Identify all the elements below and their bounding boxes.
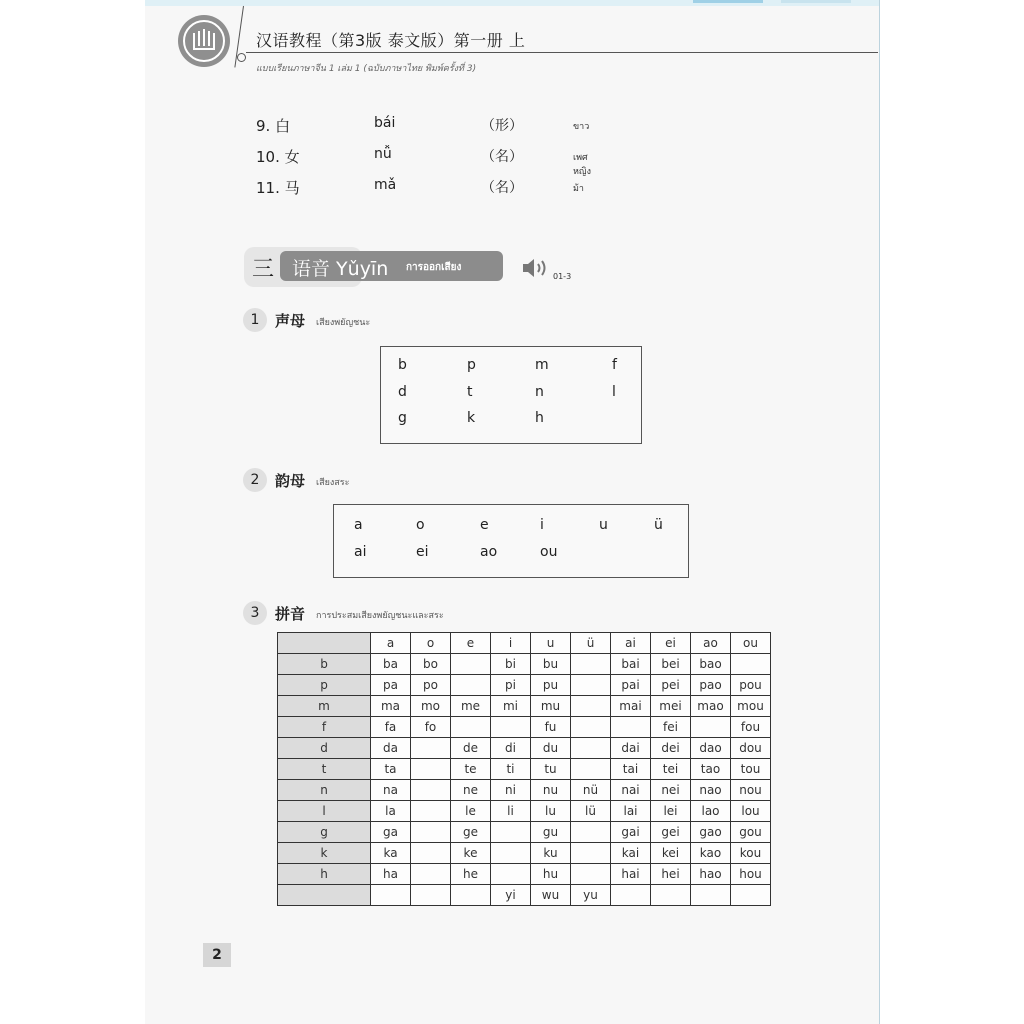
syllable-cell: nao	[691, 780, 731, 801]
table-row	[278, 885, 771, 906]
syllable-cell: bi	[491, 654, 531, 675]
syllable-cell	[451, 675, 491, 696]
page-number: 2	[203, 943, 231, 967]
syllable-cell: pou	[731, 675, 771, 696]
top-tab	[693, 0, 763, 3]
subsection-title-zh: 声母	[275, 312, 306, 330]
syllable-cell: lü	[571, 801, 611, 822]
section-title-pill	[280, 251, 503, 281]
syllable-cell: la	[371, 801, 411, 822]
syllable-cell	[571, 738, 611, 759]
syllable-cell	[451, 654, 491, 675]
syllable-cell	[691, 717, 731, 738]
initial: p	[467, 357, 476, 373]
top-tab	[781, 0, 851, 3]
final: ai	[354, 544, 367, 560]
syllable-cell: mei	[651, 696, 691, 717]
table-header-cell: ou	[731, 633, 771, 654]
syllable-cell: fou	[731, 717, 771, 738]
table-header-cell: i	[491, 633, 531, 654]
syllable-cell: gou	[731, 822, 771, 843]
speaker-icon[interactable]	[521, 256, 551, 284]
syllable-cell: bai	[611, 654, 651, 675]
row-initial-cell: f	[278, 717, 371, 738]
table-header-cell: ei	[651, 633, 691, 654]
final: e	[480, 517, 489, 533]
syllable-cell: lai	[611, 801, 651, 822]
final: u	[599, 517, 608, 533]
syllable-cell	[411, 843, 451, 864]
syllable-cell: nü	[571, 780, 611, 801]
syllable-cell: mai	[611, 696, 651, 717]
table-row	[278, 822, 771, 843]
subsection-number: 2	[243, 468, 267, 492]
syllable-cell	[691, 885, 731, 906]
initial: h	[535, 410, 544, 426]
book-logo-icon	[178, 15, 230, 67]
syllable-cell: ma	[371, 696, 411, 717]
syllable-cell: ge	[451, 822, 491, 843]
syllable-cell: kao	[691, 843, 731, 864]
syllable-cell: li	[491, 801, 531, 822]
syllable-cell: ke	[451, 843, 491, 864]
table-row	[278, 780, 771, 801]
top-edge-strip	[145, 0, 879, 6]
row-initial-cell: g	[278, 822, 371, 843]
syllable-cell: mu	[531, 696, 571, 717]
book-title: 汉语教程（第3版 泰文版）第一册 上	[256, 31, 526, 50]
section-title-th: การออกเสียง	[406, 262, 462, 273]
syllable-cell	[571, 696, 611, 717]
syllable-cell: mao	[691, 696, 731, 717]
syllable-cell: kai	[611, 843, 651, 864]
syllable-cell: di	[491, 738, 531, 759]
table-header-cell: ai	[611, 633, 651, 654]
syllable-cell: bei	[651, 654, 691, 675]
syllable-cell: tou	[731, 759, 771, 780]
book-subtitle: แบบเรียนภาษาจีน 1 เล่ม 1 (ฉบับภาษาไทย พิมพ์ครั้งที่ 3)	[256, 64, 477, 74]
syllable-cell: te	[451, 759, 491, 780]
final: ou	[540, 544, 558, 560]
syllable-cell: wu	[531, 885, 571, 906]
table-header-cell: a	[371, 633, 411, 654]
syllable-cell: ha	[371, 864, 411, 885]
syllable-cell: fa	[371, 717, 411, 738]
initials-box	[380, 346, 642, 444]
row-initial-cell: k	[278, 843, 371, 864]
syllable-cell: ku	[531, 843, 571, 864]
syllable-cell: de	[451, 738, 491, 759]
syllable-cell: ni	[491, 780, 531, 801]
syllable-cell: pai	[611, 675, 651, 696]
syllable-cell: lu	[531, 801, 571, 822]
syllable-cell	[571, 717, 611, 738]
syllable-cell: kei	[651, 843, 691, 864]
vocab-pinyin: mǎ	[374, 177, 397, 193]
vocab-pinyin: bái	[374, 115, 396, 131]
syllable-cell: po	[411, 675, 451, 696]
table-row	[278, 654, 771, 675]
syllable-cell: ba	[371, 654, 411, 675]
final: a	[354, 517, 363, 533]
table-header-cell: e	[451, 633, 491, 654]
syllable-cell: pi	[491, 675, 531, 696]
syllable-cell	[571, 864, 611, 885]
vocab-pos: （名）	[481, 149, 523, 165]
syllable-cell: me	[451, 696, 491, 717]
syllable-cell: fu	[531, 717, 571, 738]
syllable-cell: na	[371, 780, 411, 801]
syllable-cell	[411, 738, 451, 759]
row-initial-cell: h	[278, 864, 371, 885]
vocab-word: 10. 女	[256, 148, 300, 166]
syllable-cell	[411, 885, 451, 906]
syllable-cell: gao	[691, 822, 731, 843]
pinyin-table	[277, 632, 771, 906]
syllable-cell	[571, 675, 611, 696]
syllable-cell: gai	[611, 822, 651, 843]
section-number: 三	[252, 257, 275, 282]
row-initial-cell: p	[278, 675, 371, 696]
syllable-cell: le	[451, 801, 491, 822]
syllable-cell: ne	[451, 780, 491, 801]
row-initial-cell: l	[278, 801, 371, 822]
section-title-zh: 语音 Yǔyīn	[292, 258, 389, 280]
syllable-cell: pei	[651, 675, 691, 696]
row-initial-cell: b	[278, 654, 371, 675]
syllable-cell: ti	[491, 759, 531, 780]
syllable-cell: pu	[531, 675, 571, 696]
syllable-cell	[571, 654, 611, 675]
syllable-cell: yu	[571, 885, 611, 906]
table-header-cell: u	[531, 633, 571, 654]
syllable-cell	[411, 780, 451, 801]
syllable-cell	[411, 801, 451, 822]
syllable-cell	[731, 885, 771, 906]
syllable-cell	[411, 864, 451, 885]
initial: l	[612, 384, 616, 400]
syllable-cell	[571, 843, 611, 864]
syllable-cell: he	[451, 864, 491, 885]
vocab-pos: （名）	[481, 180, 523, 196]
syllable-cell: tu	[531, 759, 571, 780]
syllable-cell	[371, 885, 411, 906]
final: i	[540, 517, 544, 533]
vocab-word: 11. 马	[256, 179, 300, 197]
syllable-cell: dei	[651, 738, 691, 759]
row-initial-cell: t	[278, 759, 371, 780]
syllable-cell: fei	[651, 717, 691, 738]
syllable-cell	[731, 654, 771, 675]
syllable-cell	[491, 864, 531, 885]
initial: n	[535, 384, 544, 400]
vocab-pinyin: nǚ	[374, 146, 392, 162]
syllable-cell	[491, 822, 531, 843]
syllable-cell: tei	[651, 759, 691, 780]
syllable-cell: ta	[371, 759, 411, 780]
table-row	[278, 801, 771, 822]
initial: g	[398, 410, 407, 426]
syllable-cell: nai	[611, 780, 651, 801]
syllable-cell: hu	[531, 864, 571, 885]
subsection-number: 1	[243, 308, 267, 332]
subsection-title-zh: 韵母	[275, 472, 306, 490]
header-dot	[237, 53, 246, 62]
syllable-cell: bu	[531, 654, 571, 675]
initial: t	[467, 384, 473, 400]
syllable-cell: pao	[691, 675, 731, 696]
syllable-cell: nei	[651, 780, 691, 801]
final: ei	[416, 544, 429, 560]
syllable-cell: lei	[651, 801, 691, 822]
syllable-cell: lao	[691, 801, 731, 822]
syllable-cell: mo	[411, 696, 451, 717]
syllable-cell	[491, 843, 531, 864]
table-header-row	[278, 633, 771, 654]
syllable-cell: bao	[691, 654, 731, 675]
row-initial-cell: n	[278, 780, 371, 801]
syllable-cell	[451, 885, 491, 906]
table-header-cell: ao	[691, 633, 731, 654]
syllable-cell	[571, 759, 611, 780]
syllable-cell: hao	[691, 864, 731, 885]
initial: d	[398, 384, 407, 400]
table-row	[278, 696, 771, 717]
syllable-cell: dou	[731, 738, 771, 759]
syllable-cell: da	[371, 738, 411, 759]
table-row	[278, 717, 771, 738]
syllable-cell	[611, 885, 651, 906]
syllable-cell: hei	[651, 864, 691, 885]
subsection-title-zh: 拼音	[275, 605, 306, 623]
audio-track-code: 01-3	[553, 272, 572, 281]
finals-box	[333, 504, 689, 578]
vocab-thai: ขาว	[573, 122, 590, 132]
row-initial-cell: d	[278, 738, 371, 759]
syllable-cell: ka	[371, 843, 411, 864]
subsection-title-th: การประสมเสียงพยัญชนะและสระ	[316, 611, 444, 621]
syllable-cell: yi	[491, 885, 531, 906]
vocab-word: 9. 白	[256, 117, 291, 135]
final: ao	[480, 544, 498, 560]
page-edge-line	[879, 0, 880, 1024]
table-row	[278, 864, 771, 885]
table-row	[278, 843, 771, 864]
initial: f	[612, 357, 617, 373]
syllable-cell	[491, 717, 531, 738]
syllable-cell	[411, 759, 451, 780]
initial: k	[467, 410, 476, 426]
syllable-cell: nou	[731, 780, 771, 801]
vocab-thai: ม้า	[573, 184, 584, 194]
syllable-cell: dai	[611, 738, 651, 759]
syllable-cell: gei	[651, 822, 691, 843]
syllable-cell: tao	[691, 759, 731, 780]
syllable-cell: hai	[611, 864, 651, 885]
subsection-title-th: เสียงสระ	[316, 478, 350, 488]
syllable-cell: fo	[411, 717, 451, 738]
syllable-cell: gu	[531, 822, 571, 843]
syllable-cell: pa	[371, 675, 411, 696]
table-header-cell: o	[411, 633, 451, 654]
final: o	[416, 517, 425, 533]
table-row	[278, 759, 771, 780]
syllable-cell: ga	[371, 822, 411, 843]
syllable-cell	[451, 717, 491, 738]
syllable-cell: kou	[731, 843, 771, 864]
syllable-cell: du	[531, 738, 571, 759]
final: ü	[654, 517, 663, 533]
syllable-cell	[611, 717, 651, 738]
syllable-cell: lou	[731, 801, 771, 822]
table-row	[278, 675, 771, 696]
syllable-cell	[571, 822, 611, 843]
subsection-number: 3	[243, 601, 267, 625]
syllable-cell: nu	[531, 780, 571, 801]
vocab-pos: （形）	[481, 118, 523, 134]
row-initial-cell: m	[278, 696, 371, 717]
syllable-cell: mi	[491, 696, 531, 717]
table-header-cell: ü	[571, 633, 611, 654]
header-rule	[246, 52, 878, 53]
syllable-cell: mou	[731, 696, 771, 717]
syllable-cell: dao	[691, 738, 731, 759]
initial: b	[398, 357, 407, 373]
syllable-cell	[651, 885, 691, 906]
row-initial-cell	[278, 885, 371, 906]
initial: m	[535, 357, 549, 373]
vocab-thai: เพศหญิง	[573, 153, 591, 177]
syllable-cell: tai	[611, 759, 651, 780]
table-row	[278, 738, 771, 759]
subsection-title-th: เสียงพยัญชนะ	[316, 318, 371, 328]
table-header-cell	[278, 633, 371, 654]
syllable-cell	[411, 822, 451, 843]
syllable-cell: hou	[731, 864, 771, 885]
syllable-cell: bo	[411, 654, 451, 675]
